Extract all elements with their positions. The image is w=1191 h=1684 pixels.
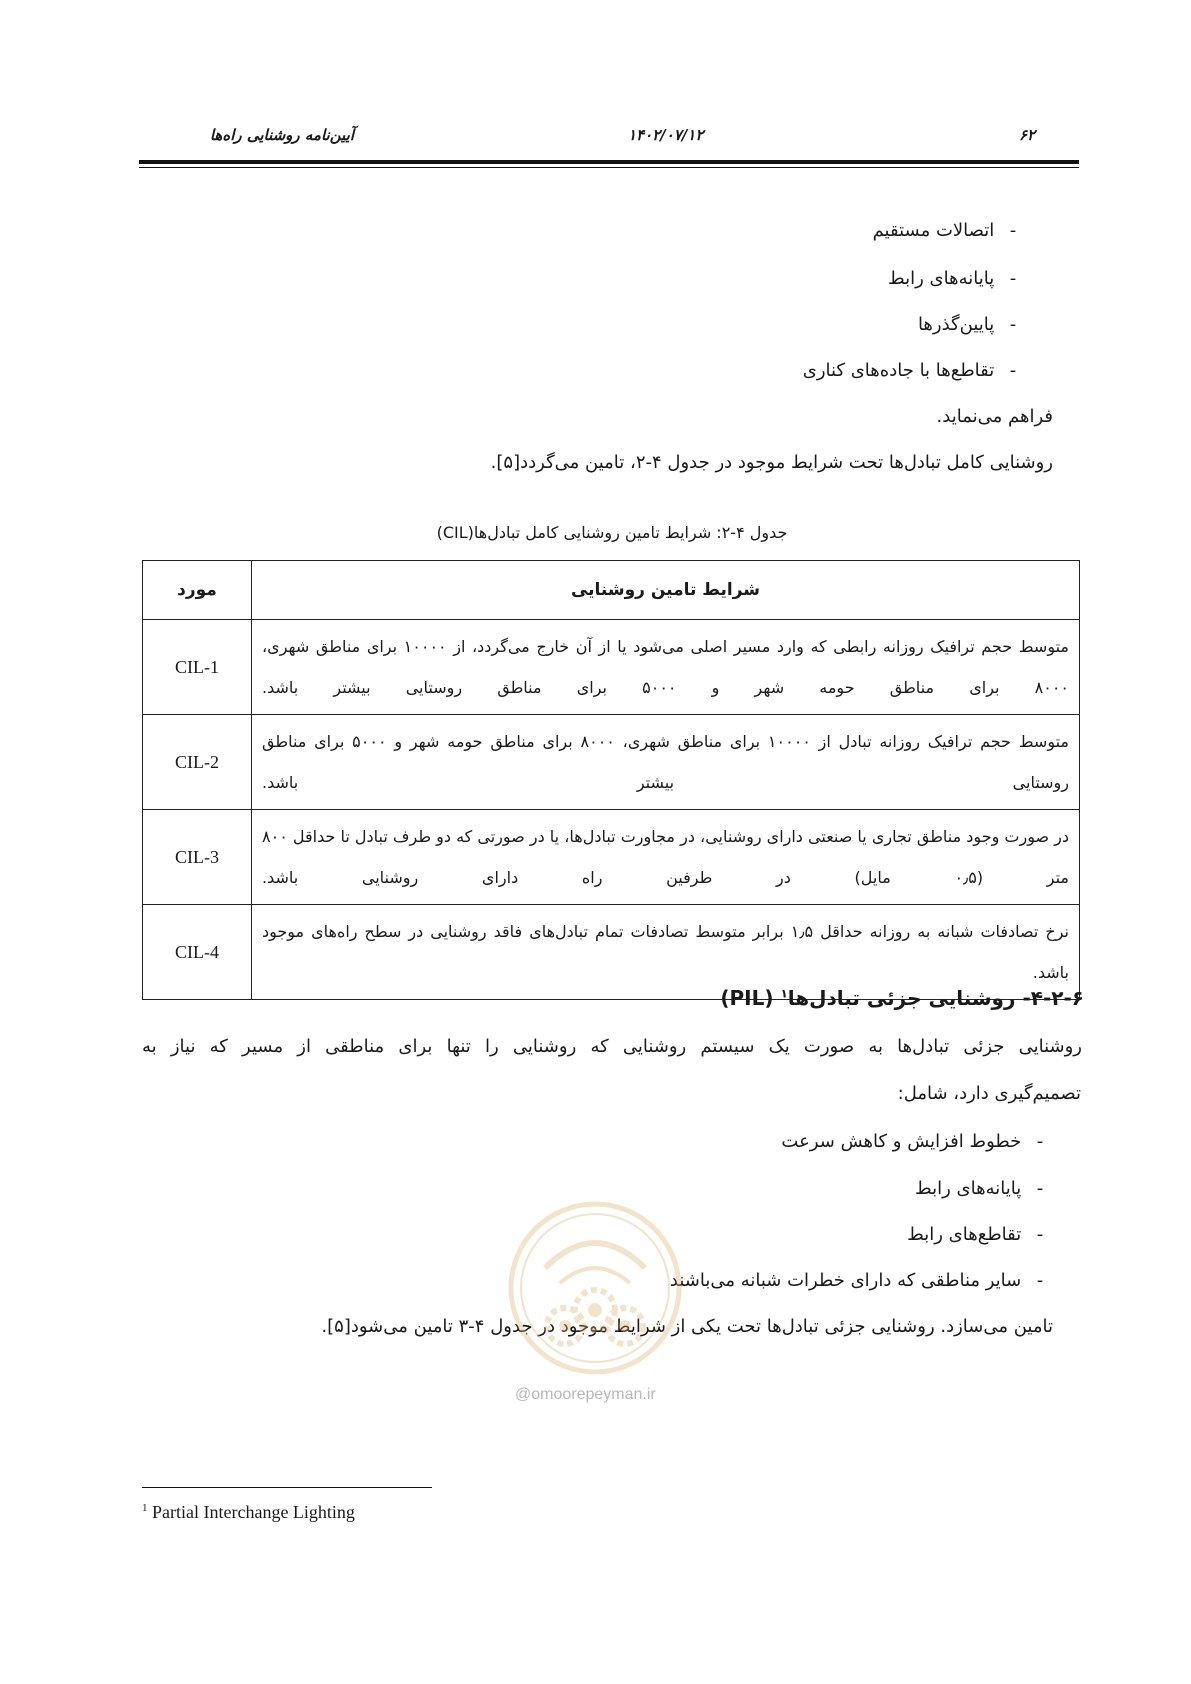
watermark-url: @omoorepeyman.ir — [515, 1386, 656, 1403]
condition-cell: متوسط حجم ترافیک روزانه تبادل از ۱۰۰۰۰ برای مناطق شهری، ۸۰۰۰ برای مناطق حومه شهر و ۵۰۰۰ برای مناطق روستایی بیشتر باشد. — [252, 715, 1080, 810]
section-heading-text: ۴-۲-۶- روشنایی جزئی تبادل‌ها — [787, 986, 1084, 1010]
list-item: - تقاطع‌ها با جاده‌های کناری — [802, 360, 1017, 381]
paragraph: تامین می‌سازد. روشنایی جزئی تبادل‌ها تحت یکی از شرایط موجود در جدول ۴-۳ تامین می‌شود[۵]. — [321, 1316, 1053, 1337]
code-cell: CIL-4 — [143, 905, 252, 1000]
table-row — [143, 715, 1080, 810]
column-header-condition: شرایط تامین روشنایی — [252, 561, 1080, 620]
paragraph-line: تصمیم‌گیری دارد، شامل: — [897, 1083, 1081, 1104]
footnote — [142, 1502, 355, 1523]
list-item: - اتصالات مستقیم — [872, 220, 1017, 241]
footnote-ref: ۱ — [780, 986, 788, 1001]
footnote-mark: 1 — [142, 1502, 148, 1514]
list-item: - پایین‌گذرها — [917, 314, 1017, 335]
footnote-rule — [142, 1487, 432, 1488]
paragraph: روشنایی کامل تبادل‌ها تحت شرایط موجود در جدول ۴-۲، تامین می‌گردد[۵]. — [490, 452, 1053, 473]
condition-cell: نرخ تصادفات شبانه به روزانه حداقل ۱٫۵ برابر متوسط تصادفات تمام تبادل‌های فاقد روشنایی در سطح راه‌های موجود باشد. — [252, 905, 1080, 1000]
table-caption: جدول ۴-۲: شرایط تامین روشنایی کامل تبادل‌ها(CIL) — [436, 523, 788, 542]
table-header-row — [143, 561, 1080, 620]
code-cell: CIL-1 — [143, 620, 252, 715]
code-cell: CIL-2 — [143, 715, 252, 810]
paragraph-line: روشنایی جزئی تبادل‌ها به صورت یک سیستم روشنایی که روشنایی را تنها برای مناطقی از مسیر که نیاز به — [142, 1036, 1082, 1057]
section-abbr: (PIL) — [720, 986, 774, 1010]
footnote-text: Partial Interchange Lighting — [152, 1502, 355, 1522]
list-item: - پایانه‌های رابط — [915, 1178, 1044, 1199]
list-item: - پایانه‌های رابط — [888, 268, 1017, 289]
paragraph: فراهم می‌نماید. — [936, 406, 1053, 427]
list-item: - سایر مناطقی که دارای خطرات شبانه می‌باشند — [669, 1270, 1044, 1291]
header-rule-thin — [139, 167, 1079, 168]
condition-cell: متوسط حجم ترافیک روزانه رابطی که وارد مسیر اصلی می‌شود یا از آن خارج می‌گردد، از ۱۰۰۰۰ برای مناطق شهری، ۸۰۰۰ برای مناطق حومه شهر و ۵۰۰۰ برای مناطق روستایی بیشتر باشد. — [252, 620, 1080, 715]
running-header-title: آیین‌نامه روشنایی راه‌ها — [209, 126, 354, 144]
list-item: - تقاطع‌های رابط — [907, 1224, 1044, 1245]
code-cell: CIL-3 — [143, 810, 252, 905]
cil-table — [142, 560, 1080, 1000]
watermark-logo — [505, 1198, 685, 1378]
header-rule — [139, 160, 1079, 164]
column-header-item: مورد — [143, 561, 252, 620]
page-number: ۶۲ — [1019, 126, 1036, 144]
table-row — [143, 620, 1080, 715]
list-item: - خطوط افزایش و کاهش سرعت — [781, 1131, 1044, 1152]
condition-cell: در صورت وجود مناطق تجاری یا صنعتی دارای روشنایی، در مجاورت تبادل‌ها، یا در صورتی که دو طرف تبادل تا حداقل ۸۰۰ متر (۰٫۵ مایل) در طرفین راه دارای روشنایی باشد. — [252, 810, 1080, 905]
section-heading — [720, 986, 1084, 1010]
table-row — [143, 810, 1080, 905]
running-header-date: ۱۴۰۲/۰۷/۱۲ — [628, 126, 704, 144]
